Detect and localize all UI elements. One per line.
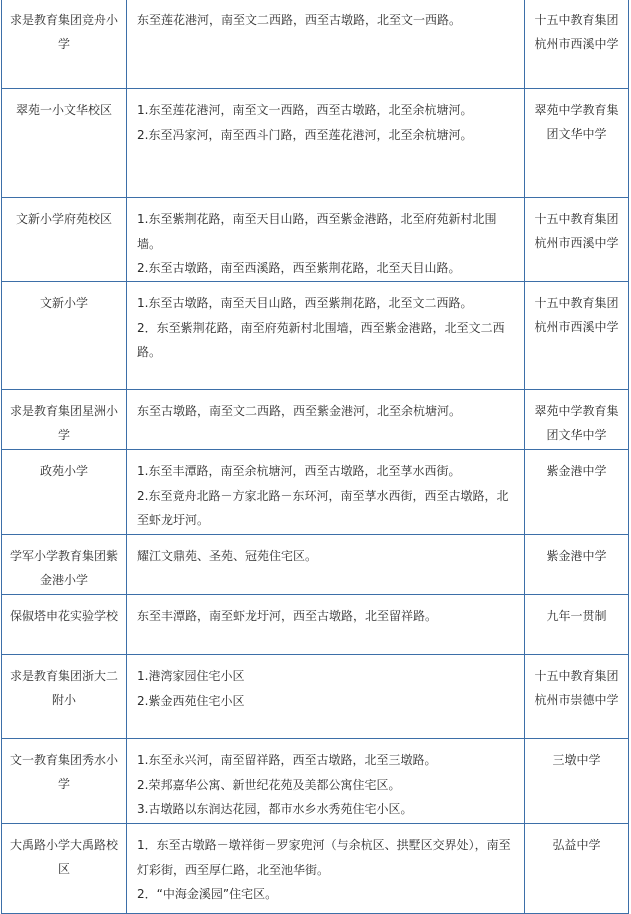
district-area-cell <box>127 450 525 535</box>
middle-school-cell: 十五中教育集团杭州市西溪中学 <box>525 0 629 89</box>
district-area-cell <box>127 595 525 655</box>
area-line: 2.紫金西苑住宅小区 <box>137 693 245 708</box>
area-line: 1.港湾家园住宅小区 <box>137 669 245 683</box>
district-area-cell <box>127 824 525 914</box>
area-line: 2．东至紫荆花路，南至府苑新村北围墙，西至紫金港路，北至文二西路。 <box>137 320 505 360</box>
area-line: 1．东至古墩路－墩祥街－罗家兜河（与余杭区、拱墅区交界处），南至灯彩街，西至厚仁路，北至池华街。 <box>137 838 511 877</box>
school-district-table <box>1 0 629 914</box>
area-line: 东至莲花港河，南至文二西路，西至古墩路，北至文一西路。 <box>137 13 462 27</box>
school-name-cell: 文新小学府苑校区 <box>2 198 127 282</box>
table-row <box>2 0 629 89</box>
district-area-cell <box>127 535 525 595</box>
table-row <box>2 739 629 824</box>
area-line: 2．“中海金溪园”住宅区。 <box>137 887 278 902</box>
school-name-cell: 保俶塔申花实验学校 <box>2 595 127 655</box>
district-area-cell <box>127 655 525 739</box>
district-area-cell <box>127 0 525 89</box>
area-line: 东至丰潭路，南至虾龙圩河，西至古墩路，北至留祥路。 <box>137 609 438 623</box>
table-row <box>2 595 629 655</box>
area-line: 2.东至古墩路，南至西溪路，西至紫荆花路，北至天目山路。 <box>137 261 461 276</box>
middle-school-cell: 翠苑中学教育集团文华中学 <box>525 390 629 450</box>
area-line: 2.荣邦嘉华公寓、新世纪花苑及美都公寓住宅区。 <box>137 777 401 792</box>
school-name-cell: 求是教育集团星洲小学 <box>2 390 127 450</box>
table-row <box>2 282 629 390</box>
school-name-cell: 学军小学教育集团紫金港小学 <box>2 535 127 595</box>
middle-school-cell: 紫金港中学 <box>525 535 629 595</box>
area-line: 2.东至冯家河，南至西斗门路，西至莲花港河，北至余杭塘河。 <box>137 127 473 142</box>
area-line: 2.东至竟舟北路－方家北路－东环河，南至莩水西街，西至古墩路，北至虾龙圩河。 <box>137 488 509 528</box>
area-line: 1.东至永兴河，南至留祥路，西至古墩路，北至三墩路。 <box>137 753 437 767</box>
table-row <box>2 655 629 739</box>
school-name-cell: 政苑小学 <box>2 450 127 535</box>
school-name-cell: 求是教育集团竞舟小学 <box>2 0 127 89</box>
table-row <box>2 89 629 198</box>
area-line: 东至古墩路，南至文二西路，西至紫金港河，北至余杭塘河。 <box>137 404 462 418</box>
middle-school-cell: 翠苑中学教育集团文华中学 <box>525 89 629 198</box>
school-name-cell: 文新小学 <box>2 282 127 390</box>
school-name-cell: 大禹路小学大禹路校区 <box>2 824 127 914</box>
school-name-cell: 求是教育集团浙大二附小 <box>2 655 127 739</box>
district-area-cell <box>127 390 525 450</box>
area-line: 耀江文鼎苑、圣苑、冠苑住宅区。 <box>137 549 318 563</box>
table-row <box>2 450 629 535</box>
area-line: 3.古墩路以东润达花园，都市水乡水秀苑住宅小区。 <box>137 802 413 817</box>
middle-school-cell: 九年一贯制 <box>525 595 629 655</box>
district-area-cell <box>127 89 525 198</box>
area-line: 1.东至紫荆花路，南至天目山路，西至紫金港路，北至府苑新村北围墙。 <box>137 212 497 251</box>
district-area-cell <box>127 198 525 282</box>
middle-school-cell: 紫金港中学 <box>525 450 629 535</box>
middle-school-cell: 弘益中学 <box>525 824 629 914</box>
middle-school-cell: 十五中教育集团杭州市西溪中学 <box>525 198 629 282</box>
school-name-cell: 翠苑一小文华校区 <box>2 89 127 198</box>
middle-school-cell: 十五中教育集团杭州市西溪中学 <box>525 282 629 390</box>
table-row <box>2 198 629 282</box>
district-area-cell <box>127 739 525 824</box>
district-area-cell <box>127 282 525 390</box>
table-row <box>2 535 629 595</box>
middle-school-cell: 三墩中学 <box>525 739 629 824</box>
school-name-cell: 文一教育集团秀水小学 <box>2 739 127 824</box>
area-line: 1.东至古墩路，南至天目山路，西至紫荆花路，北至文二西路。 <box>137 296 473 310</box>
table-row <box>2 390 629 450</box>
middle-school-cell: 十五中教育集团杭州市崇德中学 <box>525 655 629 739</box>
area-line: 1.东至丰潭路，南至余杭塘河，西至古墩路，北至莩水西街。 <box>137 464 461 478</box>
table-row <box>2 824 629 914</box>
area-line: 1.东至莲花港河，南至文一西路，西至古墩路，北至余杭塘河。 <box>137 103 473 117</box>
